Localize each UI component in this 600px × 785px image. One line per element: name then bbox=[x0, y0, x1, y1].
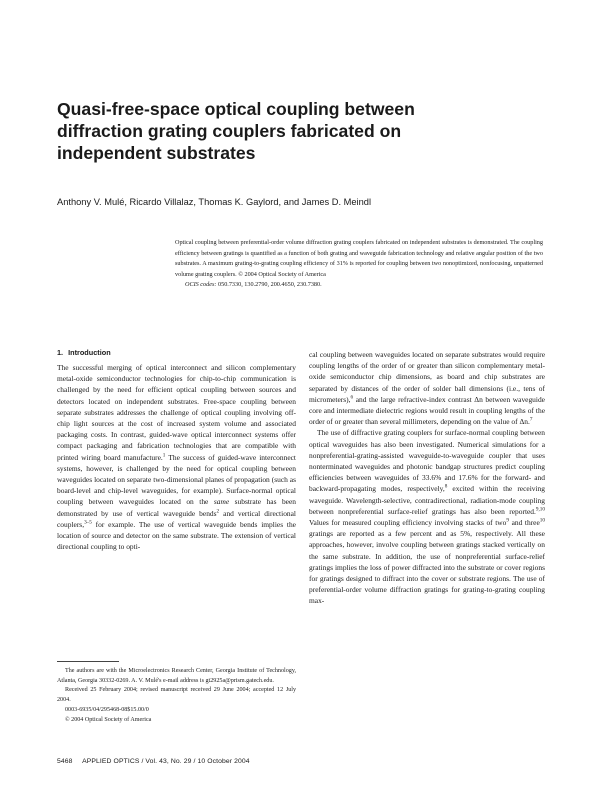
journal-citation: APPLIED OPTICS / Vol. 43, No. 29 / 10 October 2004 bbox=[82, 758, 250, 765]
footnote-affiliation: The authors are with the Microelectronics Research Center, Georgia Institute of Technology, Atlanta, Georgia 30332-0269. A. V. Mulé's e-mail address is gt2925a@prism.gatech.edu. bbox=[57, 668, 296, 684]
reference-marker[interactable]: 1 bbox=[162, 452, 166, 459]
reference-marker[interactable]: 10 bbox=[539, 517, 545, 524]
ocis-codes: 050.7330, 130.2790, 200.4650, 230.7380. bbox=[218, 281, 322, 289]
author-list: Anthony V. Mulé, Ricardo Villalaz, Thomas K. Gaylord, and James D. Meindl bbox=[57, 197, 372, 207]
footnote-copyright: © 2004 Optical Society of America bbox=[65, 716, 152, 723]
right-column bbox=[309, 349, 545, 607]
reference-marker[interactable]: 7 bbox=[529, 416, 533, 423]
page-footer bbox=[57, 757, 357, 766]
section-number: 1. bbox=[57, 348, 64, 357]
left-column bbox=[57, 348, 296, 552]
page-number: 5468 bbox=[57, 758, 73, 765]
ocis-label: OCIS codes: bbox=[185, 281, 217, 289]
reference-marker[interactable]: 9 bbox=[506, 517, 509, 524]
abstract bbox=[175, 238, 543, 291]
ocis-line bbox=[175, 280, 543, 291]
footnote-received: Received 25 February 2004; revised manuscript received 29 June 2004; accepted 12 July 2004. bbox=[57, 687, 296, 704]
footnote-issn: 0003-6935/04/295468-08$15.00/0 bbox=[65, 706, 149, 713]
footnotes bbox=[57, 667, 296, 725]
intro-paragraph-2: The use of diffractive grating couplers for surface-normal coupling between optical waveguides has also been investigated. Numerical simulations for a nonpreferential-grating-assisted waveguide-to-waveguide coupler that uses nonterminated waveguides and photonic bandgap structures predict coupling efficiencies between waveguides of 33.6% and 17.6% for the forward- and backward-propagating modes, respectively,$^8$ excited within the receiving waveguide. Wavelength-selective, contradirectional, radiation-mode coupling between nonpreferential surface-relief gratings has also been reported.$^{9,10}$ Values for measured coupling efficiency involving stacks of two$^9$ and three$^{10}$ gratings are reported as a few percent and as 5%, respectively. All these approaches, however, involve coupling between gratings stacked vertically on the same substrate. In addition, the use of nonpreferential surface-relief gratings implies the loss of power diffracted into the substrate or cover regions for gratings designed to diffract into the cover or substrate regions. The use of preferential-order volume diffraction gratings for grating-to-grating coupling max- bbox=[309, 428, 545, 606]
reference-marker[interactable]: 3–5 bbox=[84, 519, 92, 526]
reference-marker[interactable]: 2 bbox=[216, 508, 220, 515]
reference-marker[interactable]: 8 bbox=[444, 483, 448, 490]
intro-paragraph-1: The successful merging of optical interconnect and silicon complementary metal-oxide semiconductor technologies for chip-to-chip communication is challenged by the need for efficient optical coupling between sources and detectors located on independent substrates. Free-space coupling between separate substrates addresses the challenge of optical coupling involving off-chip light sources at the cost of increased system volume and associated packaging costs. In contrast, guided-wave optical interconnect systems offer compact packaging and fabrication technologies that are compatible with printed wiring board manufacture.$^1$ The success of guided-wave interconnect systems, however, is challenged by the need for optical coupling between waveguides located on separate two-dimensional planes of propagation (such as board-level and chip-level waveguides, for example). Surface-normal optical coupling between waveguides located on the same substrate has been demonstrated by use of vertical waveguide bends$^2$ and vertical directional couplers,$^{3-5}$ for example. The use of vertical waveguide bends implies the location of source and detector on the same substrate. The extension of vertical directional coupling to opti- bbox=[57, 363, 296, 552]
section-heading bbox=[57, 348, 296, 358]
intro-paragraph-continued: cal coupling between waveguides located on separate substrates would require coupling lengths of the order of or greater than silicon complementary metal-oxide semiconductor chip dimensions, as board and chip substrates are separated by distances of the order of solder ball dimensions (i.e., tens of micrometers),$^6$ and the large refractive-index contrast Δn between waveguide core and intermediate dielectric regions would result in coupling lengths of the order of or greater than several millimeters, depending on the value of Δn.$^7$ bbox=[309, 350, 545, 427]
footnote-divider bbox=[57, 661, 119, 662]
abstract-text: Optical coupling between preferential-order volume diffraction grating couplers fabricated on independent substrates is demonstrated. The coupling efficiency between gratings is quantified as a function of both grating and waveguide fabrication technology and relative angular position of the two substrates. A maximum grating-to-grating coupling efficiency of 31% is reported for coupling between two nonoptimized, nonfocusing, unpatterned volume grating couplers. © 2004 Optical Society of America bbox=[175, 239, 543, 278]
section-title: Introduction bbox=[68, 348, 111, 357]
paper-title: Quasi-free-space optical coupling between diffraction grating couplers fabricated on independent substrates bbox=[57, 99, 415, 163]
reference-marker[interactable]: 6 bbox=[350, 394, 354, 401]
reference-marker[interactable]: 9,10 bbox=[535, 506, 545, 513]
